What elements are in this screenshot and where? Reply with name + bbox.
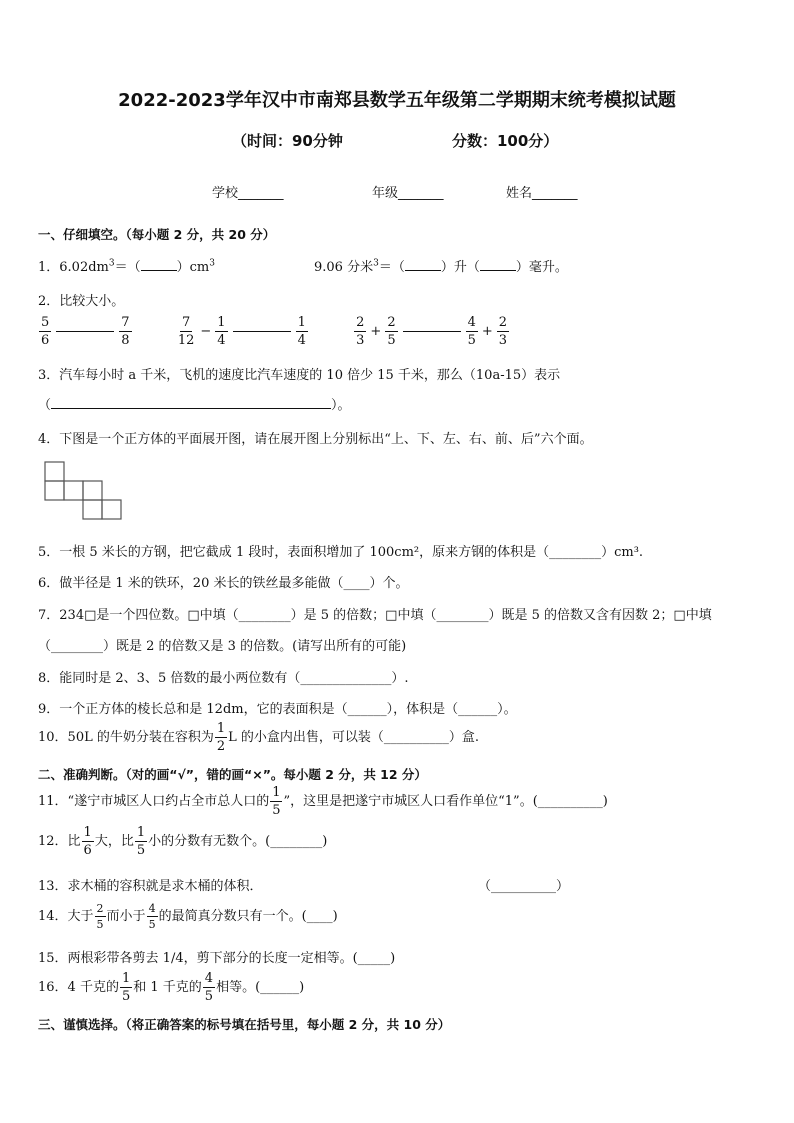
question-4: 4．下图是一个正方体的平面展开图，请在展开图上分别标出“上、下、左、右、前、后”六个面。 — [38, 432, 593, 447]
compare-blank — [56, 331, 114, 332]
question-15: 15．两根彩带各剪去 1/4，剪下部分的长度一定相等。(_____) — [38, 951, 396, 966]
school-field: 学校_______ — [212, 186, 284, 201]
question-9: 9．一个正方体的棱长总和是 12dm，它的表面积是（______），体积是（______）。 — [38, 702, 517, 717]
fraction: $\frac{1}{5}$ — [121, 971, 131, 1004]
question-2-comparisons: $\frac{5}{6}$ $\frac{7}{8}$ $\frac{7}{12}$ − $\frac{1}{4}$ $\frac{1}{4}$ $\frac{2}{3}$ + $\frac{2}{5}$ $\frac{4}{5}$ + $\frac{2}{3}$ — [41, 315, 508, 348]
section-2-title: 二、准确判断。（对的画“√”，错的画“×”。每小题 2 分，共 12 分） — [38, 767, 427, 782]
question-7a: 7．234□是一个四位数。□中填（________）是 5 的倍数；□中填（________）既是 5 的倍数又含有因数 2；□中填 — [38, 608, 712, 623]
question-1b: 9.06 分米$^3$＝（ ）升（ ）毫升。 — [314, 258, 568, 275]
page-title: 2022-2023学年汉中市南郑县数学五年级第二学期期末统考模拟试题 — [118, 90, 676, 111]
compare-blank — [233, 331, 291, 332]
question-10: 10．50L 的牛奶分装在容积为 $\frac{1}{2}$ L 的小盒内出售，可以装（__________）盒. — [38, 721, 480, 754]
section-3-title: 三、谨慎选择。（将正确答案的标号填在括号里，每小题 2 分，共 10 分） — [38, 1017, 451, 1032]
fraction: $\frac{4}{5}$ — [467, 315, 476, 348]
fraction: $\frac{1}{6}$ — [83, 825, 92, 858]
fraction: $\frac{4}{5}$ — [148, 902, 156, 931]
question-7b: （________）既是 2 的倍数又是 3 的倍数。(请写出所有的可能) — [38, 639, 407, 654]
name-field: 姓名_______ — [506, 186, 578, 201]
question-16: 16．4 千克的 $\frac{1}{5}$ 和 1 千克的 $\frac{4}{5}$ 相等。(______) — [38, 971, 305, 1004]
question-8: 8．能同时是 2、3、5 倍数的最小两位数有（______________）. — [38, 671, 409, 686]
compare-blank — [403, 331, 461, 332]
section-1-title: 一、仔细填空。（每小题 2 分，共 20 分） — [38, 227, 276, 242]
question-13-answer: （__________） — [478, 879, 570, 894]
fraction: $\frac{7}{12}$ — [177, 315, 195, 348]
fraction: $\frac{1}{2}$ — [216, 721, 226, 754]
fraction: $\frac{5}{6}$ — [41, 315, 50, 348]
question-1a: 1．$6.02dm^3=$（ ）$cm^3$ — [38, 258, 215, 275]
fraction: $\frac{1}{4}$ — [297, 315, 306, 348]
fraction: $\frac{1}{4}$ — [217, 315, 226, 348]
question-12: 12．比 $\frac{1}{6}$ 大，比 $\frac{1}{5}$ 小的分数有无数个。(________) — [38, 825, 328, 858]
question-13: 13．求木桶的容积就是求木桶的体积． — [38, 879, 263, 894]
question-5: 5．一根 5 米长的方钢，把它截成 1 段时，表面积增加了 100cm²，原来方钢的体积是（________）cm³. — [38, 545, 644, 560]
question-14: 14．大于 $\frac{2}{5}$ 而小于 $\frac{4}{5}$ 的最简真分数只有一个。(____) — [38, 902, 338, 931]
cube-net-diagram — [40, 460, 130, 524]
fraction: $\frac{2}{5}$ — [387, 315, 396, 348]
fraction: $\frac{2}{3}$ — [498, 315, 508, 348]
fraction: $\frac{1}{5}$ — [272, 785, 281, 818]
fraction: $\frac{2}{3}$ — [356, 315, 365, 348]
fraction: $\frac{7}{8}$ — [121, 315, 130, 348]
fraction: $\frac{1}{5}$ — [136, 825, 146, 858]
question-2: 2．比较大小。 — [38, 294, 125, 309]
question-11: 11．“遂宁市城区人口约占全市总人口的 $\frac{1}{5}$ ”，这里是把遂宁市城区人口看作单位“1”。(__________) — [38, 785, 608, 818]
time-label: （时间：90分钟 — [232, 132, 343, 150]
question-6: 6．做半径是 1 米的铁环，20 米长的铁丝最多能做（____）个。 — [38, 576, 409, 591]
score-label: 分数：100分） — [452, 132, 559, 150]
fraction: $\frac{2}{5}$ — [96, 902, 104, 931]
fraction: $\frac{4}{5}$ — [204, 971, 214, 1004]
grade-field: 年级_______ — [372, 186, 444, 201]
question-3: 3．汽车每小时 a 千米，飞机的速度比汽车速度的 10 倍少 15 千米，那么（10a-15）表示 — [38, 368, 561, 383]
question-3-answer: （ ）。 — [38, 394, 351, 413]
